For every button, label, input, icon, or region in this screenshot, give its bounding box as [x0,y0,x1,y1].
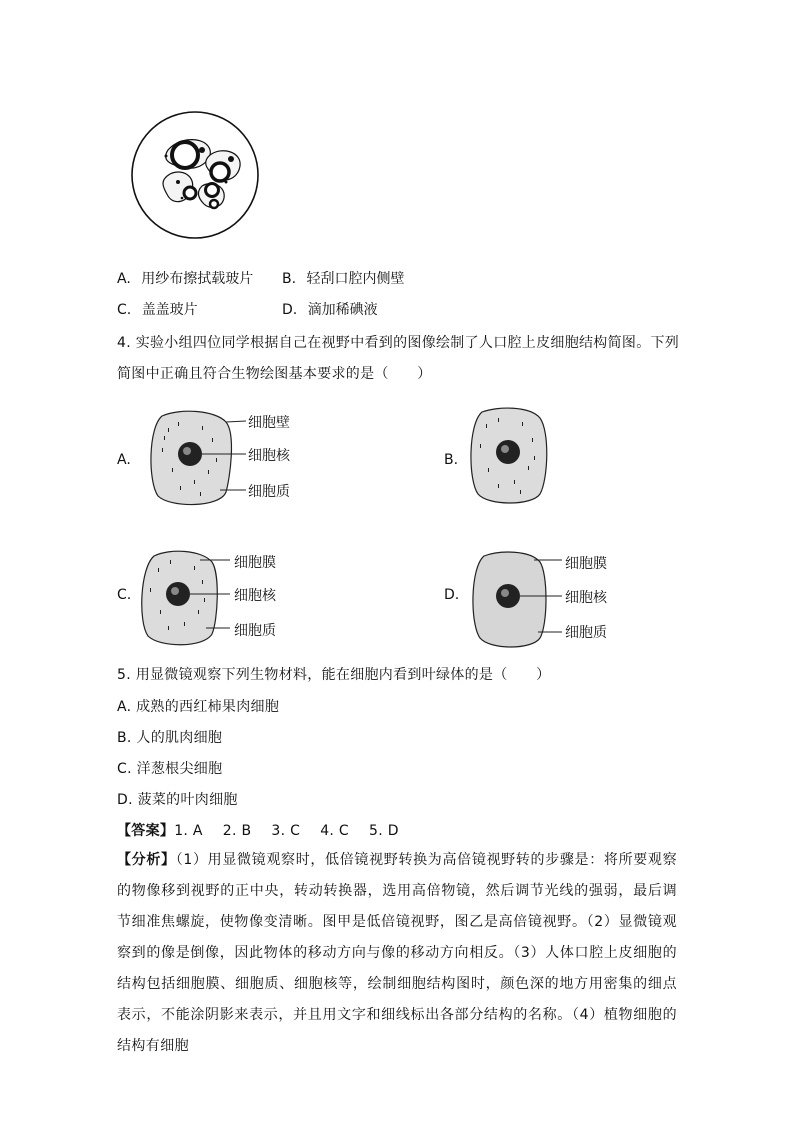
answer-item: 3. C [271,823,301,839]
figure-a-letter: A. [117,452,131,468]
figure-d-label-nucleus: 细胞核 [565,590,607,606]
answer-line [117,820,399,840]
answer-item: 1. A [174,823,203,839]
microscope-view-figure [130,110,260,240]
answer-tag: 【答案】 [117,823,175,839]
figure-a-label-cytoplasm: 细胞质 [248,484,290,500]
figure-c-label-membrane: 细胞膜 [234,555,276,571]
answer-item: 5. D [369,823,399,839]
figure-c-label-cytoplasm: 细胞质 [234,623,276,639]
figure-d-label-membrane: 细胞膜 [565,556,607,572]
figure-c-letter: C. [117,587,132,603]
q3-option-a: A. 用纱布擦拭载玻片 [117,271,254,287]
figure-a-label-wall: 细胞壁 [248,415,290,431]
q4-stem-line1: 4. 实验小组四位同学根据自己在视野中看到的图像绘制了人口腔上皮细胞结构简图。下列 [117,335,680,351]
figure-b-letter: B. [444,452,459,468]
q5-option-d: D. 菠菜的叶肉细胞 [117,792,238,808]
q5-option-a: A. 成熟的西红柿果肉细胞 [117,699,280,715]
figure-d-letter: D. [444,587,460,603]
answer-item: 4. C [320,823,350,839]
figure-d-label-cytoplasm: 细胞质 [565,625,607,641]
cell-figure-d [470,550,650,650]
q3-option-d: D. 滴加稀碘液 [282,302,378,318]
answer-item: 2. B [222,823,252,839]
q3-option-c: C. 盖盖玻片 [117,302,198,318]
q3-option-b: B. 轻刮口腔内侧壁 [282,271,405,287]
q5-option-b: B. 人的肌肉细胞 [117,730,223,746]
q5-stem: 5. 用显微镜观察下列生物材料，能在细胞内看到叶绿体的是（ ） [117,667,551,683]
q4-stem-line2: 简图中正确且符合生物绘图基本要求的是（ ） [117,366,432,382]
cell-figure-a [150,408,330,508]
analysis-text: （1）用显微镜观察时，低倍镜视野转换为高倍镜视野转的步骤是：将所要观察的物像移到视野的正中央，转动转换器，选用高倍物镜，然后调节光线的强弱，最后调节细准焦螺旋，使物像变清晰。图甲是低倍镜视野，图乙是高倍镜视野。（2）显微镜观察到的像是倒像，因此物体的移动方向与像的移动方向相反。（3）人体口腔上皮细胞的结构包括细胞膜、细胞质、细胞核等，绘制细胞结构图时，颜色深的地方用密集的细点表示，不能涂阴影来表示，并且用文字和细线标出各部分结构的名称。（4）植物细胞的结构有细胞 [117,852,678,1054]
analysis-paragraph [117,845,677,1062]
analysis-tag: 【分析】 [117,852,176,868]
cell-figure-b [468,406,550,506]
figure-c-label-nucleus: 细胞核 [234,588,276,604]
figure-a-label-nucleus: 细胞核 [248,448,290,464]
q5-option-c: C. 洋葱根尖细胞 [117,761,223,777]
cell-figure-c [140,548,320,648]
